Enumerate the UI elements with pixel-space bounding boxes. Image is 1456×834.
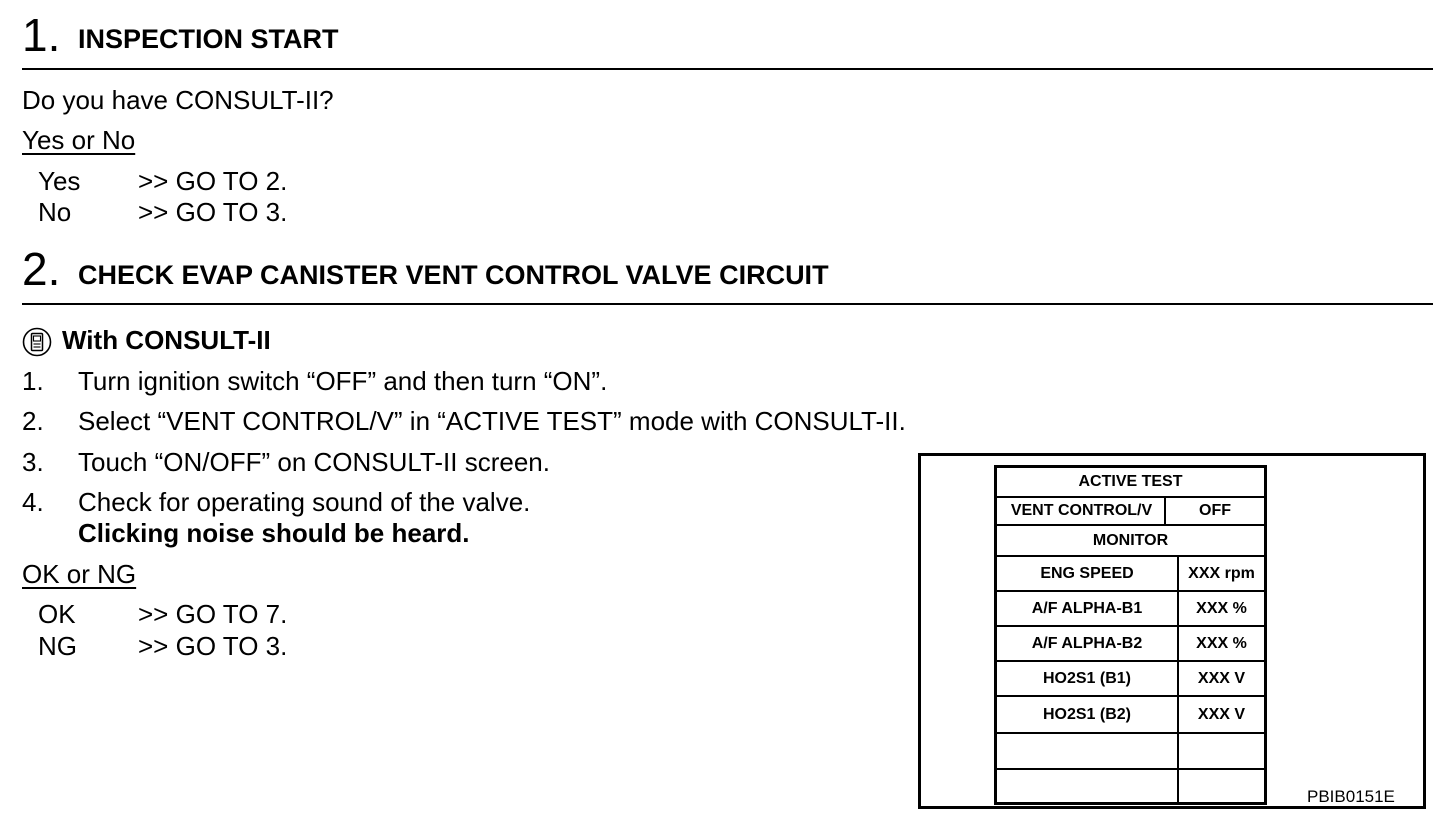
monitor-row-item: HO2S1 (B1) [1042, 669, 1132, 687]
instruction-2-number: 2. [22, 406, 44, 436]
answer-ng-action: >> GO TO 3. [138, 631, 288, 661]
monitor-row-item: A/F ALPHA-B2 [1031, 634, 1143, 652]
instruction-4-number: 4. [22, 487, 44, 517]
step-1-number: 1. [22, 9, 61, 61]
step-2-title: CHECK EVAP CANISTER VENT CONTROL VALVE CIRCUIT [78, 260, 829, 290]
step-2-number: 2. [22, 243, 61, 295]
answer-ng-label: NG [38, 631, 77, 661]
instruction-3-number: 3. [22, 447, 44, 477]
test-item-label: VENT CONTROL/V [1010, 502, 1153, 519]
step-2-answer-header: OK or NG [22, 559, 137, 589]
instruction-1-number: 1. [22, 366, 44, 396]
monitor-row-empty [997, 770, 1177, 802]
consult-tool-icon [22, 327, 52, 357]
monitor-row-value: XXX % [1196, 634, 1247, 652]
monitor-header: MONITOR [1092, 531, 1169, 549]
monitor-row-empty [997, 734, 1177, 768]
instruction-4-text: Check for operating sound of the valve. [78, 487, 531, 517]
consult-screen-table [994, 465, 1267, 805]
instruction-3-text: Touch “ON/OFF” on CONSULT-II screen. [78, 447, 550, 477]
answer-no-label: No [38, 197, 72, 227]
answer-ok-label: OK [38, 599, 76, 629]
step-2-rule [22, 303, 1433, 305]
answer-no-action: >> GO TO 3. [138, 197, 288, 227]
answer-yes-label: Yes [38, 166, 81, 196]
step-1-answer-header: Yes or No [22, 125, 136, 155]
monitor-row-value: XXX V [1197, 705, 1246, 723]
monitor-row-item: ENG SPEED [1040, 564, 1134, 582]
answer-yes-action: >> GO TO 2. [138, 166, 288, 196]
instruction-4-emphasis: Clicking noise should be heard. [78, 518, 470, 548]
consult-screen-figure [918, 453, 1426, 809]
monitor-row-item: HO2S1 (B2) [1042, 705, 1132, 723]
instruction-1-text: Turn ignition switch “OFF” and then turn “ON”. [78, 366, 608, 396]
instruction-2-text: Select “VENT CONTROL/V” in “ACTIVE TEST” mode with CONSULT-II. [78, 406, 906, 436]
figure-code: PBIB0151E [1307, 787, 1395, 806]
test-item-value: OFF [1199, 502, 1231, 519]
answer-ok-action: >> GO TO 7. [138, 599, 288, 629]
monitor-row-item: A/F ALPHA-B1 [1031, 599, 1143, 617]
active-test-header: ACTIVE TEST [1078, 473, 1183, 490]
step-1-rule [22, 68, 1433, 70]
with-consult-label: With CONSULT-II [62, 325, 271, 355]
monitor-row-value: XXX V [1197, 669, 1246, 687]
monitor-row-value: XXX rpm [1188, 564, 1255, 582]
step-1-title: INSPECTION START [78, 24, 339, 54]
step-1-question: Do you have CONSULT-II? [22, 85, 334, 115]
monitor-row-value: XXX % [1196, 599, 1247, 617]
